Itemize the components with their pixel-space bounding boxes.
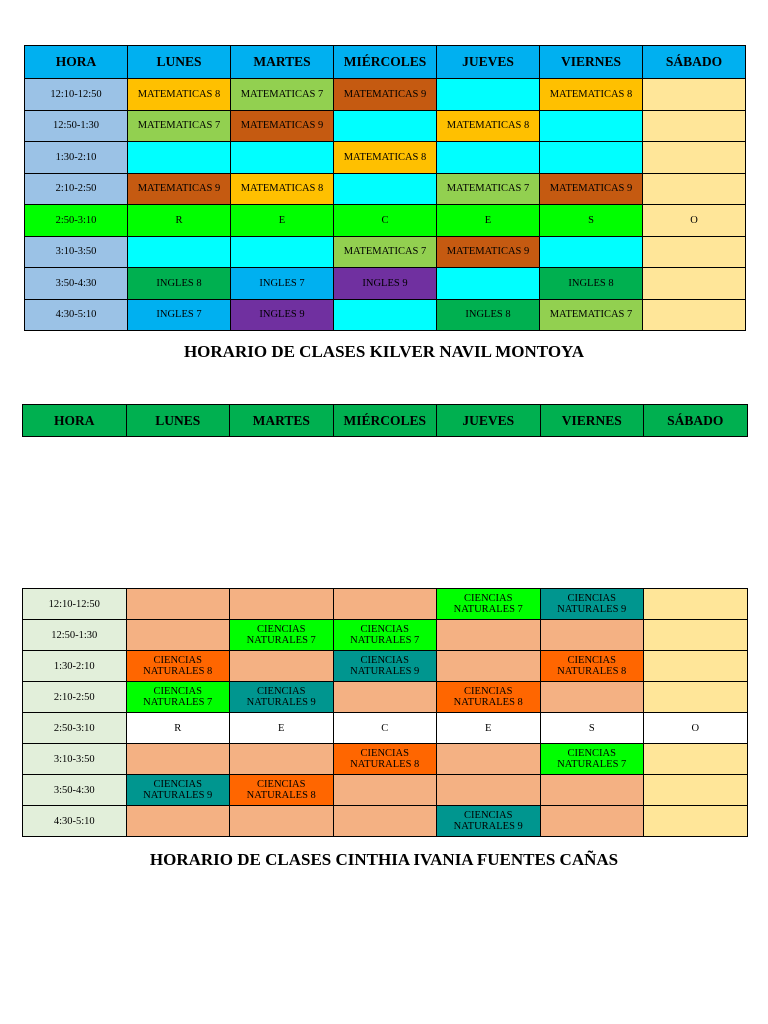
class-cell: C — [334, 205, 437, 237]
class-cell — [437, 620, 541, 651]
time-cell: 2:50-3:10 — [25, 205, 128, 237]
class-cell — [128, 142, 231, 174]
class-cell — [643, 299, 746, 331]
class-cell: MATEMATICAS 9 — [128, 173, 231, 205]
schedule-row — [25, 173, 746, 205]
class-cell: CIENCIAS NATURALES 9 — [540, 589, 644, 620]
class-cell — [540, 110, 643, 142]
schedule-table-cinthia — [22, 588, 748, 837]
class-cell: INGLES 7 — [128, 299, 231, 331]
time-cell: 4:30-5:10 — [23, 806, 127, 837]
class-cell — [437, 744, 541, 775]
class-cell: MATEMATICAS 7 — [437, 173, 540, 205]
header-cell: MIÉRCOLES — [333, 405, 437, 437]
header-row — [23, 405, 748, 437]
header-cell: JUEVES — [437, 405, 541, 437]
time-cell: 1:30-2:10 — [25, 142, 128, 174]
class-cell: O — [643, 205, 746, 237]
class-cell: INGLES 7 — [231, 268, 334, 300]
time-cell: 12:10-12:50 — [25, 79, 128, 111]
time-cell: 2:10-2:50 — [23, 682, 127, 713]
class-cell — [437, 651, 541, 682]
class-cell — [644, 620, 748, 651]
class-cell — [644, 744, 748, 775]
class-cell: INGLES 8 — [437, 299, 540, 331]
class-cell — [437, 268, 540, 300]
class-cell: CIENCIAS NATURALES 8 — [333, 744, 437, 775]
schedule-row — [23, 620, 748, 651]
class-cell: CIENCIAS NATURALES 9 — [230, 682, 334, 713]
class-cell — [643, 142, 746, 174]
time-cell: 3:10-3:50 — [23, 744, 127, 775]
class-cell — [128, 236, 231, 268]
header-cell: HORA — [25, 46, 128, 79]
class-cell — [126, 806, 230, 837]
class-cell: MATEMATICAS 9 — [540, 173, 643, 205]
schedule-row — [25, 299, 746, 331]
class-cell — [540, 682, 644, 713]
class-cell: MATEMATICAS 7 — [231, 79, 334, 111]
class-cell: CIENCIAS NATURALES 7 — [230, 620, 334, 651]
header-cell: HORA — [23, 405, 127, 437]
class-cell — [230, 744, 334, 775]
time-cell: 12:50-1:30 — [23, 620, 127, 651]
class-cell — [333, 775, 437, 806]
schedule-title-cinthia: HORARIO DE CLASES CINTHIA IVANIA FUENTES CAÑAS — [149, 850, 619, 869]
class-cell: CIENCIAS NATURALES 8 — [230, 775, 334, 806]
class-cell — [644, 651, 748, 682]
class-cell — [333, 806, 437, 837]
schedule-row — [25, 79, 746, 111]
class-cell: INGLES 8 — [128, 268, 231, 300]
class-cell: CIENCIAS NATURALES 9 — [437, 806, 541, 837]
header-cell: LUNES — [126, 405, 230, 437]
class-cell: INGLES 9 — [334, 268, 437, 300]
class-cell — [643, 236, 746, 268]
class-cell — [126, 744, 230, 775]
class-cell — [334, 173, 437, 205]
class-cell — [437, 775, 541, 806]
schedule-row — [25, 268, 746, 300]
class-cell: E — [437, 713, 541, 744]
class-cell: CIENCIAS NATURALES 7 — [126, 682, 230, 713]
header-cell: MIÉRCOLES — [334, 46, 437, 79]
class-cell: INGLES 8 — [540, 268, 643, 300]
time-cell: 3:10-3:50 — [25, 236, 128, 268]
class-cell: R — [126, 713, 230, 744]
class-cell: MATEMATICAS 8 — [540, 79, 643, 111]
header-cell: MARTES — [231, 46, 334, 79]
class-cell: S — [540, 713, 644, 744]
header-cell: VIERNES — [540, 405, 644, 437]
class-cell: O — [644, 713, 748, 744]
class-cell: MATEMATICAS 8 — [231, 173, 334, 205]
schedule-row — [25, 236, 746, 268]
schedule-table-kilver — [24, 45, 746, 331]
time-cell: 2:50-3:10 — [23, 713, 127, 744]
time-cell: 3:50-4:30 — [23, 775, 127, 806]
header-row — [25, 46, 746, 79]
class-cell: CIENCIAS NATURALES 8 — [437, 682, 541, 713]
class-cell: CIENCIAS NATURALES 9 — [333, 651, 437, 682]
time-cell: 1:30-2:10 — [23, 651, 127, 682]
class-cell — [644, 682, 748, 713]
class-cell — [334, 110, 437, 142]
class-cell — [643, 173, 746, 205]
class-cell — [540, 236, 643, 268]
class-cell: R — [128, 205, 231, 237]
class-cell — [540, 142, 643, 174]
schedule-row — [23, 744, 748, 775]
schedule-row — [25, 110, 746, 142]
class-cell: MATEMATICAS 7 — [128, 110, 231, 142]
class-cell — [230, 651, 334, 682]
class-cell: MATEMATICAS 7 — [540, 299, 643, 331]
class-cell — [644, 806, 748, 837]
time-cell: 4:30-5:10 — [25, 299, 128, 331]
schedule-row — [23, 651, 748, 682]
time-cell: 2:10-2:50 — [25, 173, 128, 205]
class-cell — [540, 620, 644, 651]
class-cell: CIENCIAS NATURALES 9 — [126, 775, 230, 806]
class-cell: CIENCIAS NATURALES 8 — [540, 651, 644, 682]
class-cell: MATEMATICAS 8 — [437, 110, 540, 142]
schedule-row — [25, 142, 746, 174]
schedule-header-cinthia — [22, 404, 748, 437]
class-cell: E — [231, 205, 334, 237]
header-cell: VIERNES — [540, 46, 643, 79]
class-cell — [643, 110, 746, 142]
class-cell — [644, 589, 748, 620]
class-cell: E — [437, 205, 540, 237]
schedule-row — [23, 682, 748, 713]
class-cell — [231, 142, 334, 174]
class-cell — [333, 589, 437, 620]
class-cell — [540, 806, 644, 837]
schedule-row — [23, 806, 748, 837]
class-cell: E — [230, 713, 334, 744]
class-cell: MATEMATICAS 9 — [437, 236, 540, 268]
time-cell: 3:50-4:30 — [25, 268, 128, 300]
class-cell — [644, 775, 748, 806]
class-cell: MATEMATICAS 9 — [334, 79, 437, 111]
class-cell — [126, 620, 230, 651]
class-cell: CIENCIAS NATURALES 7 — [333, 620, 437, 651]
class-cell — [437, 142, 540, 174]
class-cell — [540, 775, 644, 806]
schedule-title-kilver: HORARIO DE CLASES KILVER NAVIL MONTOYA — [183, 342, 585, 361]
class-cell — [334, 299, 437, 331]
class-cell: S — [540, 205, 643, 237]
class-cell — [643, 79, 746, 111]
class-cell: CIENCIAS NATURALES 7 — [437, 589, 541, 620]
class-cell — [231, 236, 334, 268]
schedule-row — [25, 205, 746, 237]
class-cell — [333, 682, 437, 713]
class-cell: INGLES 9 — [231, 299, 334, 331]
header-cell: SÁBADO — [644, 405, 748, 437]
time-cell: 12:50-1:30 — [25, 110, 128, 142]
class-cell — [643, 268, 746, 300]
class-cell — [126, 589, 230, 620]
class-cell: MATEMATICAS 9 — [231, 110, 334, 142]
schedule-row — [23, 775, 748, 806]
class-cell: CIENCIAS NATURALES 8 — [126, 651, 230, 682]
header-cell: SÁBADO — [643, 46, 746, 79]
class-cell: MATEMATICAS 8 — [128, 79, 231, 111]
class-cell: C — [333, 713, 437, 744]
header-cell: LUNES — [128, 46, 231, 79]
schedule-row — [23, 713, 748, 744]
class-cell — [230, 806, 334, 837]
time-cell: 12:10-12:50 — [23, 589, 127, 620]
class-cell: MATEMATICAS 8 — [334, 142, 437, 174]
header-cell: JUEVES — [437, 46, 540, 79]
class-cell: CIENCIAS NATURALES 7 — [540, 744, 644, 775]
class-cell — [437, 79, 540, 111]
header-cell: MARTES — [230, 405, 334, 437]
schedule-row — [23, 589, 748, 620]
class-cell — [230, 589, 334, 620]
class-cell: MATEMATICAS 7 — [334, 236, 437, 268]
